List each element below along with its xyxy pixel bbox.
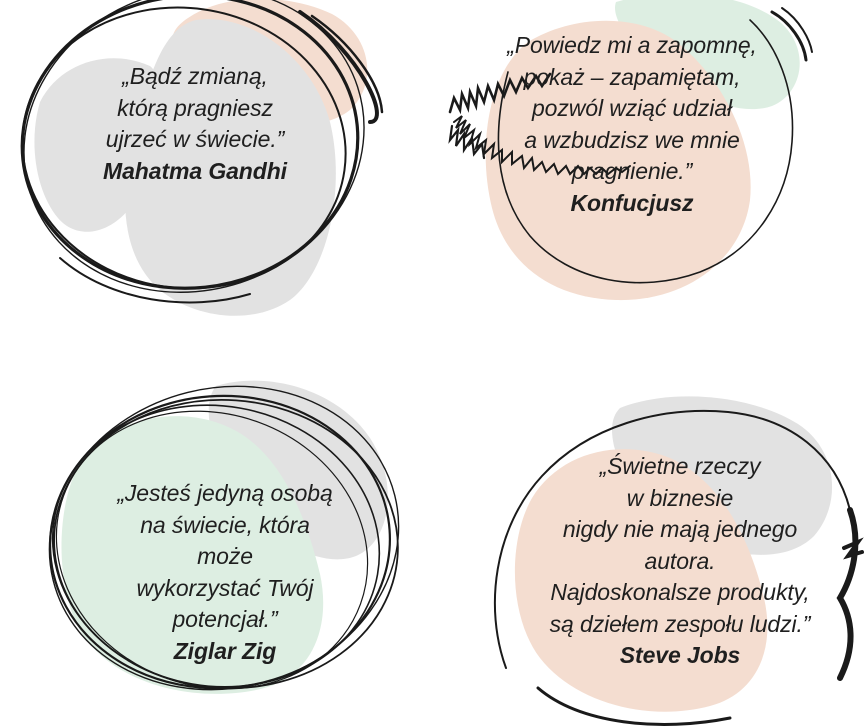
- quote-line: w biznesie: [626, 484, 734, 511]
- quote-line: potencjał.”: [172, 606, 278, 632]
- quote-card-konfucjusz: [420, 0, 820, 322]
- quote-author: Mahatma Gandhi: [103, 157, 287, 184]
- quote-text-block: [500, 451, 860, 672]
- quote-line: pragnienie.”: [571, 158, 693, 184]
- quote-line: „Jesteś jedyną osobą: [117, 480, 333, 506]
- quote-line: są dziełem zespołu ludzi.”: [549, 610, 811, 637]
- quote-card-gandhi: [0, 0, 400, 322]
- quote-line: wykorzystać Twój: [136, 574, 314, 601]
- quote-author: Steve Jobs: [619, 642, 741, 668]
- quote-line: „Powiedz mi a zapomnę,: [507, 32, 757, 58]
- quote-line: pokaż – zapamiętam,: [523, 63, 741, 90]
- quote-author: Ziglar Zig: [173, 637, 277, 664]
- quote-card-ziglar: [20, 360, 420, 700]
- quote-text-block: [467, 30, 797, 219]
- quote-line: „Bądź zmianą,: [122, 63, 268, 89]
- quote-line: na świecie, która: [140, 511, 310, 538]
- quote-line: może: [197, 543, 253, 569]
- quote-line: „Świetne rzeczy: [599, 453, 761, 479]
- quote-line: którą pragniesz: [117, 94, 273, 121]
- quote-text-block: [40, 61, 350, 187]
- quote-text-block: [60, 478, 390, 667]
- quote-line: ujrzeć w świecie.”: [105, 126, 285, 152]
- quote-line: a wzbudzisz we mnie: [524, 126, 740, 153]
- quote-line: Najdoskonalsze produkty,: [550, 579, 810, 605]
- quote-author: Konfucjusz: [570, 189, 694, 216]
- quote-line: pozwól wziąć udział: [531, 95, 733, 121]
- quote-card-jobs: [480, 388, 868, 728]
- quote-line: autora.: [644, 547, 716, 574]
- quote-line: nigdy nie mają jednego: [562, 516, 798, 542]
